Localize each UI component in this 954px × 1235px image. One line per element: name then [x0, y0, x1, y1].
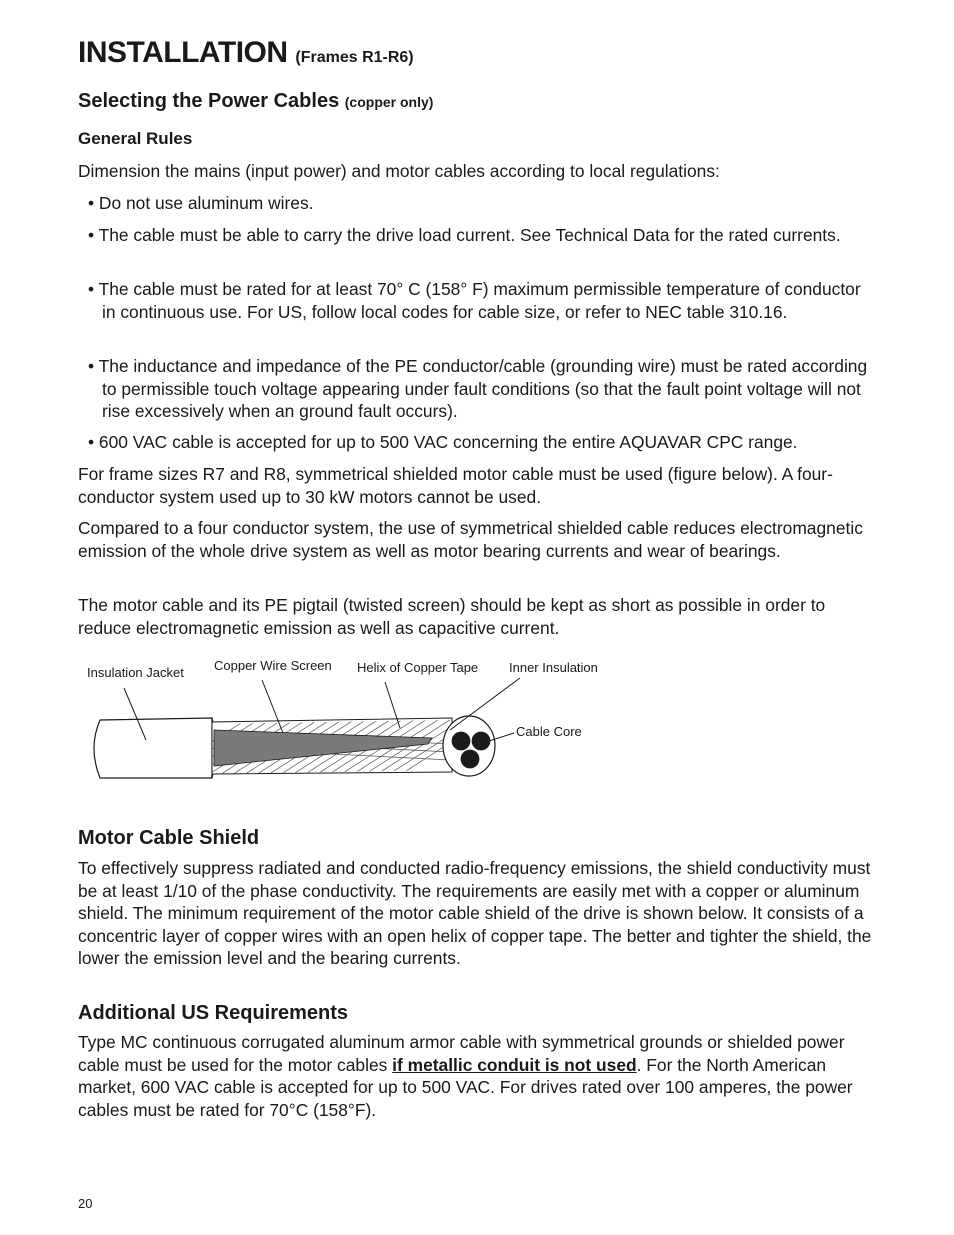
general-rules-intro: Dimension the mains (input power) and motor cables according to local regulations:: [78, 161, 720, 181]
label-helix-copper-tape: Helix of Copper Tape: [357, 660, 479, 675]
bullet-item: • The cable must be rated for at least 70° C (158° F) maximum permissible temperature of conductor in continuous use. For US, follow local codes for cable size, or refer to NEC table 310.16.: [88, 279, 861, 322]
bullet-item: • The inductance and impedance of the PE conductor/cable (grounding wire) must be rated according to permissible touch voltage appearing under fault conditions (so that the fault point voltage will not rise excessively when an ground fault occurs).: [88, 356, 868, 421]
label-insulation-jacket: Insulation Jacket: [87, 665, 184, 680]
general-rules-heading: General Rules: [78, 129, 193, 148]
motor-cable-shield-heading: Motor Cable Shield: [78, 827, 260, 849]
label-cable-core: Cable Core: [516, 724, 582, 739]
page-title: [78, 36, 414, 70]
bullet-item: • 600 VAC cable is accepted for up to 500 VAC concerning the entire AQUAVAR CPC range.: [88, 432, 798, 452]
insulation-jacket-shape: [94, 718, 212, 778]
paragraph-compare: Compared to a four conductor system, the use of symmetrical shielded cable reduces electromagnetic emission of the whole drive system as well as motor bearing currents and wear of bearings.: [78, 518, 863, 561]
paragraph-frames: For frame sizes R7 and R8, symmetrical shielded motor cable must be used (figure below). A four-conductor system used up to 30 kW motors cannot be used.: [78, 464, 833, 507]
us-requirements-heading: Additional US Requirements: [78, 1002, 349, 1024]
cable-figure: [0, 650, 954, 790]
page-number: 20: [78, 1196, 93, 1211]
bullet-item: • Do not use aluminum wires.: [88, 193, 314, 213]
bullet-item: • The cable must be able to carry the drive load current. See Technical Data for the rated currents.: [88, 225, 841, 245]
power-cables-heading: Selecting the Power Cables (copper only): [78, 90, 434, 112]
motor-cable-shield-body: To effectively suppress radiated and conducted radio-frequency emissions, the shield conductivity must be at least 1/10 of the phase conductivity. The requirements are easily met with a copper or aluminum shield. The minimum requirement of the motor cable shield of the drive is shown below. It consists of a concentric layer of copper wires with an open helix of copper tape. The better and tighter the shield, the lower the emission level and the bearing currents.: [78, 858, 872, 968]
paragraph-pigtail: The motor cable and its PE pigtail (twisted screen) should be kept as short as possible in order to reduce electromagnetic emission as well as capacitive current.: [78, 595, 826, 638]
page-title-main: INSTALLATION: [78, 36, 288, 69]
page-title-sub: (Frames R1-R6): [295, 49, 414, 66]
label-copper-wire-screen: Copper Wire Screen: [214, 658, 332, 673]
us-requirements-body: Type MC continuous corrugated aluminum armor cable with symmetrical grounds or shielded power cable must be used for the motor cables if metallic conduit is not used. For the North American market, 600 VAC cable is accepted for up to 500 VAC. For drives rated over 100 amperes, the power cables must be rated for 70°C (158°F).: [78, 1032, 853, 1120]
label-inner-insulation: Inner Insulation: [509, 660, 598, 675]
metallic-conduit-emphasis: if metallic conduit is not used: [392, 1054, 637, 1075]
